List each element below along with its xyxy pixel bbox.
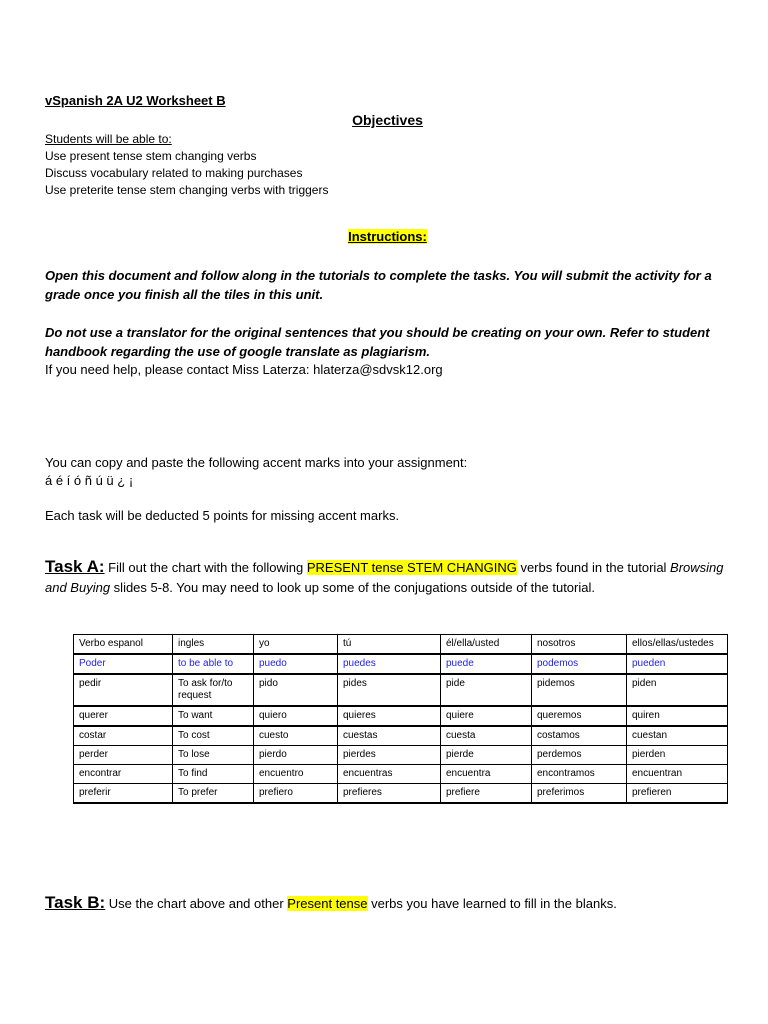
table-header-cell: ingles: [173, 635, 254, 655]
table-cell[interactable]: puedo: [254, 654, 338, 674]
accent-intro: You can copy and paste the following accent marks into your assignment:: [45, 455, 468, 470]
table-cell[interactable]: pierdes: [338, 746, 441, 765]
worksheet-body: [45, 93, 730, 598]
table-cell[interactable]: cuestan: [627, 726, 728, 746]
table-cell[interactable]: queremos: [532, 706, 627, 726]
table-cell[interactable]: pedir: [74, 674, 173, 706]
instructions-paragraph-1: Open this document and follow along in the tutorials to complete the tasks. You will submit the activity for a grade once you finish all the tiles in this unit.: [45, 268, 712, 302]
table-header-cell: tú: [338, 635, 441, 655]
table-cell[interactable]: quiere: [441, 706, 532, 726]
table-cell[interactable]: cuesto: [254, 726, 338, 746]
table-cell[interactable]: pido: [254, 674, 338, 706]
objective-item: Use preterite tense stem changing verbs with triggers: [45, 183, 329, 197]
table-cell[interactable]: encuentras: [338, 765, 441, 784]
table-cell[interactable]: encuentra: [441, 765, 532, 784]
table-cell[interactable]: querer: [74, 706, 173, 726]
task-b-text: Use the chart above and other: [105, 896, 288, 911]
instructions-paragraph-2: Do not use a translator for the original sentences that you should be creating on your own. Refer to student handbook regarding the use of google translate as plagiarism.: [45, 325, 710, 359]
table-cell[interactable]: To ask for/to request: [173, 674, 254, 706]
task-b-highlight: Present tense: [287, 896, 368, 911]
table-header-cell: yo: [254, 635, 338, 655]
table-cell[interactable]: pides: [338, 674, 441, 706]
task-a-text: verbs found in the tutorial: [516, 560, 671, 575]
table-cell[interactable]: preferimos: [532, 784, 627, 804]
task-a-text: Fill out the chart with the following: [104, 560, 307, 575]
task-a-text: slides 5-8. You may need to look up some of the conjugations outside of the tutorial.: [110, 580, 595, 595]
table-cell[interactable]: prefiere: [441, 784, 532, 804]
task-a-tutorial-name: Browsing and Buying: [45, 560, 724, 595]
table-cell[interactable]: encuentran: [627, 765, 728, 784]
table-cell[interactable]: podemos: [532, 654, 627, 674]
objective-item: Use present tense stem changing verbs: [45, 149, 257, 163]
table-cell[interactable]: encuentro: [254, 765, 338, 784]
worksheet-title: vSpanish 2A U2 Worksheet B: [45, 93, 226, 108]
table-cell[interactable]: perdemos: [532, 746, 627, 765]
table-row: [74, 784, 728, 804]
table-cell[interactable]: encontramos: [532, 765, 627, 784]
table-cell[interactable]: preferir: [74, 784, 173, 804]
objectives-intro: Students will be able to:: [45, 132, 172, 146]
table-cell[interactable]: prefiero: [254, 784, 338, 804]
instructions-heading-wrap: [45, 228, 730, 246]
table-cell[interactable]: To lose: [173, 746, 254, 765]
objectives-list: [45, 131, 730, 199]
table-cell[interactable]: puede: [441, 654, 532, 674]
table-cell[interactable]: pide: [441, 674, 532, 706]
table-cell[interactable]: To cost: [173, 726, 254, 746]
task-a-highlight: PRESENT tense STEM CHANGING: [306, 560, 517, 575]
accent-deduction: Each task will be deducted 5 points for missing accent marks.: [45, 508, 400, 523]
table-row: [74, 765, 728, 784]
table-cell[interactable]: encontrar: [74, 765, 173, 784]
table-cell[interactable]: quiren: [627, 706, 728, 726]
table-cell[interactable]: cuesta: [441, 726, 532, 746]
objectives-heading: Objectives: [352, 112, 423, 128]
table-header-cell: Verbo espanol: [74, 635, 173, 655]
table-header-cell: nosotros: [532, 635, 627, 655]
verb-conjugation-table: [73, 634, 728, 804]
table-cell[interactable]: To want: [173, 706, 254, 726]
table-header-cell: él/ella/usted: [441, 635, 532, 655]
table-cell[interactable]: pidemos: [532, 674, 627, 706]
table-cell[interactable]: costamos: [532, 726, 627, 746]
table-cell[interactable]: costar: [74, 726, 173, 746]
table-cell[interactable]: To find: [173, 765, 254, 784]
table-cell[interactable]: pueden: [627, 654, 728, 674]
table-cell[interactable]: quieres: [338, 706, 441, 726]
table-cell[interactable]: pierde: [441, 746, 532, 765]
task-b-label: Task B:: [45, 893, 106, 912]
table-row: [74, 674, 728, 706]
table-cell[interactable]: puedes: [338, 654, 441, 674]
table-cell[interactable]: To prefer: [173, 784, 254, 804]
table-cell[interactable]: Poder: [74, 654, 173, 674]
task-a: [45, 557, 730, 598]
task-b-text: verbs you have learned to fill in the blanks.: [367, 896, 617, 911]
task-b: [45, 893, 730, 914]
table-cell[interactable]: quiero: [254, 706, 338, 726]
table-cell[interactable]: prefieren: [627, 784, 728, 804]
objective-item: Discuss vocabulary related to making purchases: [45, 166, 303, 180]
table-cell[interactable]: to be able to: [173, 654, 254, 674]
table-row: [74, 746, 728, 765]
instructions-heading: Instructions:: [348, 229, 427, 244]
table-cell[interactable]: pierden: [627, 746, 728, 765]
help-contact: If you need help, please contact Miss Laterza: hlaterza@sdvsk12.org: [45, 362, 443, 377]
table-cell[interactable]: pierdo: [254, 746, 338, 765]
table-row: [74, 706, 728, 726]
table-cell[interactable]: piden: [627, 674, 728, 706]
table-cell[interactable]: perder: [74, 746, 173, 765]
accent-marks: á é í ó ñ ú ü ¿ ¡: [45, 473, 134, 488]
table-header-cell: ellos/ellas/ustedes: [627, 635, 728, 655]
table-row-example: [74, 654, 728, 674]
table-cell[interactable]: prefieres: [338, 784, 441, 804]
task-a-label: Task A:: [45, 557, 105, 576]
table-cell[interactable]: cuestas: [338, 726, 441, 746]
table-row: [74, 726, 728, 746]
table-header-row: [74, 635, 728, 655]
